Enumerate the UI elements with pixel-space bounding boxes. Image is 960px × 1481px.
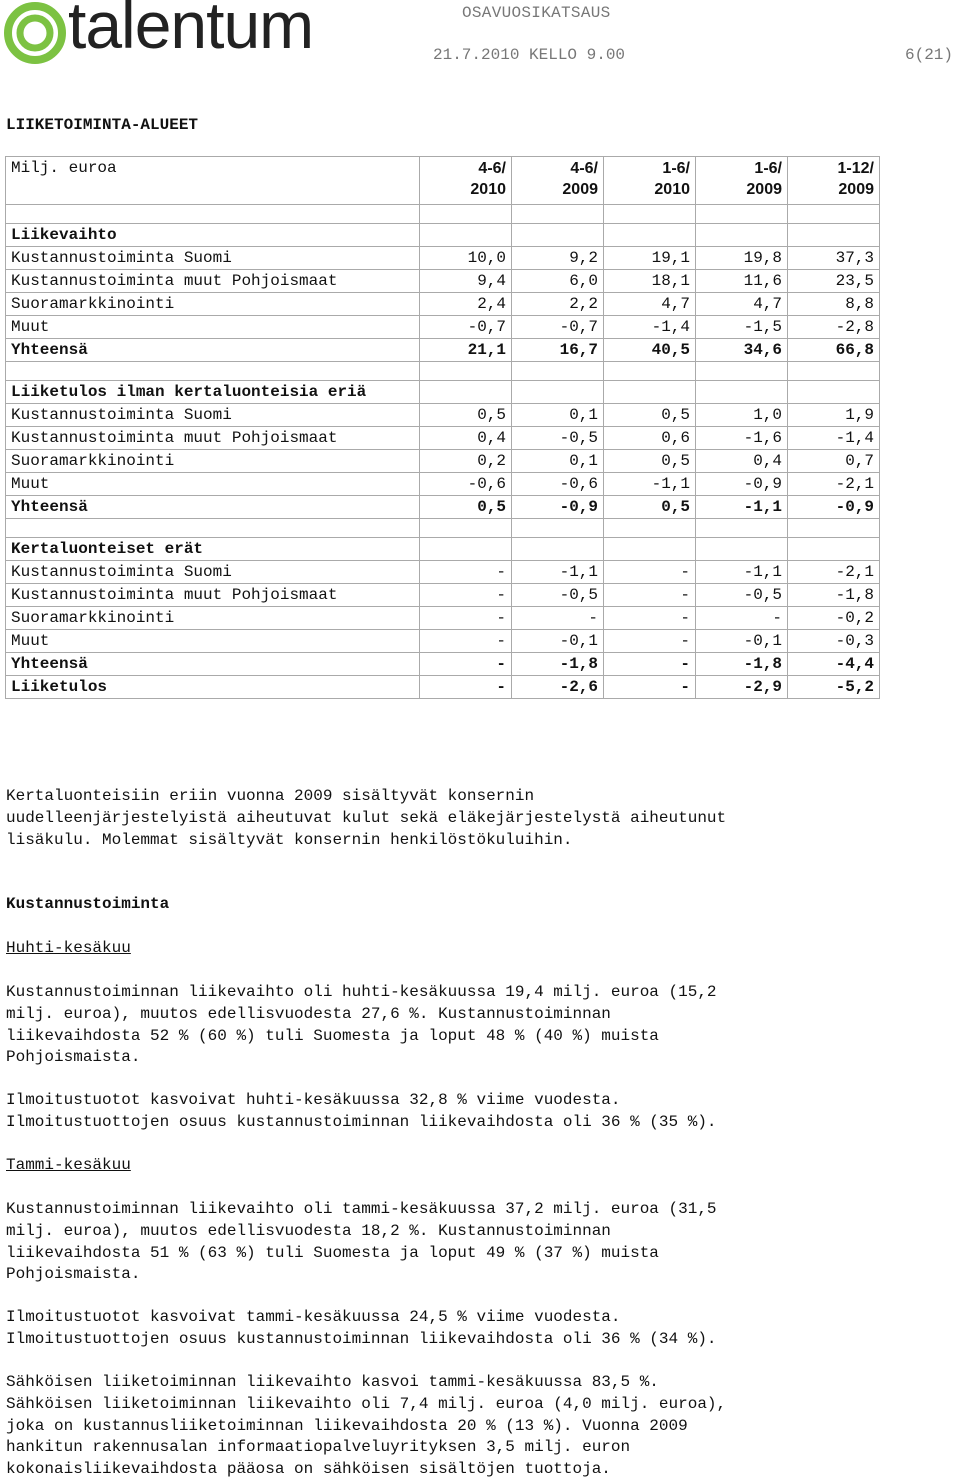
value-cell: 21,1 [420, 339, 512, 362]
value-cell: 4,7 [604, 293, 696, 316]
row-label: Yhteensä [6, 496, 420, 519]
value-cell: 40,5 [604, 339, 696, 362]
logo-ring-icon [4, 2, 66, 64]
value-cell: -2,1 [788, 561, 880, 584]
column-header: 1-6/ 2010 [604, 157, 696, 205]
h1-heading-text: Tammi-kesäkuu [6, 1156, 131, 1174]
value-cell: 2,2 [512, 293, 604, 316]
column-header: 1-12/ 2009 [788, 157, 880, 205]
spacer-cell [420, 362, 512, 381]
value-cell: - [604, 653, 696, 676]
table-row [6, 293, 880, 316]
value-cell: -1,6 [696, 427, 788, 450]
spacer-cell [512, 205, 604, 224]
value-cell: 8,8 [788, 293, 880, 316]
value-cell: - [420, 676, 512, 699]
value-cell: - [420, 630, 512, 653]
value-cell: -0,9 [696, 473, 788, 496]
section-title-cell: Liiketulos ilman kertaluonteisia eriä [6, 381, 420, 404]
spacer-cell [788, 519, 880, 538]
empty-cell [604, 224, 696, 247]
value-cell: - [512, 607, 604, 630]
table-row [6, 653, 880, 676]
row-label: Kustannustoiminta muut Pohjoismaat [6, 584, 420, 607]
value-cell: -1,5 [696, 316, 788, 339]
empty-cell [420, 381, 512, 404]
h1-digital-paragraph: Sähköisen liiketoiminnan liikevaihto kasvoi tammi-kesäkuussa 83,5 %. Sähköisen liiketoiminnan liikevaihto oli 7,4 milj. euroa (4,0 milj. euroa), joka on kustannusliiketoiminnan liikevaihdosta 20 % (13 %). Vuonna 2009 hankitun rakennusalan informaatiopalveluyrityksen 3,5 milj. euron kokonaisliikevaihdosta pääosa on sähköisen sisältöjen tuottoja. [6, 1373, 727, 1479]
q2-heading-text: Huhti-kesäkuu [6, 939, 131, 957]
value-cell: -0,2 [788, 607, 880, 630]
spacer-cell [788, 205, 880, 224]
value-cell: -1,1 [696, 561, 788, 584]
section-title-row [6, 538, 880, 561]
table-row [6, 316, 880, 339]
row-label: Kustannustoiminta muut Pohjoismaat [6, 270, 420, 293]
spacer-cell [604, 205, 696, 224]
value-cell: 66,8 [788, 339, 880, 362]
value-cell: 2,4 [420, 293, 512, 316]
empty-cell [696, 538, 788, 561]
value-cell: -0,1 [512, 630, 604, 653]
segment-table [5, 156, 880, 699]
kustannustoiminta-heading: Kustannustoiminta [6, 895, 170, 913]
value-cell: -1,1 [696, 496, 788, 519]
value-cell: 9,2 [512, 247, 604, 270]
row-label: Yhteensä [6, 339, 420, 362]
value-cell: 0,4 [696, 450, 788, 473]
table-row [6, 496, 880, 519]
value-cell: 0,5 [604, 450, 696, 473]
value-cell: 6,0 [512, 270, 604, 293]
value-cell: 34,6 [696, 339, 788, 362]
spacer-row [6, 362, 880, 381]
value-cell: -0,7 [512, 316, 604, 339]
section-title-cell: Liikevaihto [6, 224, 420, 247]
empty-cell [696, 224, 788, 247]
table-row [6, 270, 880, 293]
spacer-cell [696, 519, 788, 538]
table-row [6, 247, 880, 270]
value-cell: -0,6 [420, 473, 512, 496]
empty-cell [512, 538, 604, 561]
q2-heading [6, 938, 131, 960]
value-cell: 37,3 [788, 247, 880, 270]
table-row [6, 607, 880, 630]
empty-cell [512, 224, 604, 247]
table-row [6, 339, 880, 362]
table-row [6, 630, 880, 653]
section-title-cell: Kertaluonteiset erät [6, 538, 420, 561]
row-label: Kustannustoiminta muut Pohjoismaat [6, 427, 420, 450]
h1-heading [6, 1155, 131, 1177]
h1-revenue-paragraph: Kustannustoiminnan liikevaihto oli tammi-kesäkuussa 37,2 milj. euroa (31,5 milj. euroa), muutos edellisvuodesta 18,2 %. Kustannustoiminnan liikevaihdosta 51 % (63 %) tuli Suomesta ja loput 49 % (37 %) muista Pohjoismaista. [6, 1200, 717, 1284]
value-cell: 19,8 [696, 247, 788, 270]
value-cell: -4,4 [788, 653, 880, 676]
value-cell: - [420, 584, 512, 607]
value-cell: -5,2 [788, 676, 880, 699]
value-cell: 0,2 [420, 450, 512, 473]
row-label: Muut [6, 316, 420, 339]
row-label: Suoramarkkinointi [6, 450, 420, 473]
value-cell: -1,8 [788, 584, 880, 607]
row-label: Suoramarkkinointi [6, 293, 420, 316]
table-row [6, 561, 880, 584]
value-cell: -1,4 [788, 427, 880, 450]
value-cell: -1,1 [604, 473, 696, 496]
talentum-logo [4, 2, 354, 62]
value-cell: 0,1 [512, 450, 604, 473]
value-cell: -0,1 [696, 630, 788, 653]
empty-cell [420, 538, 512, 561]
row-label: Kustannustoiminta Suomi [6, 247, 420, 270]
section-title: LIIKETOIMINTA-ALUEET [6, 116, 199, 134]
table-row [6, 450, 880, 473]
value-cell: 0,5 [420, 404, 512, 427]
value-cell: 0,1 [512, 404, 604, 427]
value-cell: 9,4 [420, 270, 512, 293]
section-title-row [6, 224, 880, 247]
row-label: Liiketulos [6, 676, 420, 699]
row-label: Muut [6, 473, 420, 496]
value-cell: 19,1 [604, 247, 696, 270]
spacer-row [6, 205, 880, 224]
empty-cell [604, 538, 696, 561]
value-cell: 4,7 [696, 293, 788, 316]
document-date: 21.7.2010 KELLO 9.00 [433, 46, 626, 64]
value-cell: -0,5 [512, 584, 604, 607]
spacer-row [6, 519, 880, 538]
unit-label: Milj. euroa [6, 157, 420, 205]
value-cell: -1,8 [512, 653, 604, 676]
spacer-cell [696, 205, 788, 224]
value-cell: - [420, 653, 512, 676]
spacer-cell [6, 362, 420, 381]
value-cell: - [604, 561, 696, 584]
value-cell: - [604, 676, 696, 699]
value-cell: - [604, 630, 696, 653]
table-row [6, 404, 880, 427]
value-cell: -0,5 [696, 584, 788, 607]
value-cell: 16,7 [512, 339, 604, 362]
one-off-items-note: Kertaluonteisiin eriin vuonna 2009 sisältyvät konsernin uudelleenjärjestelyistä aiheutuvat kulut sekä eläkejärjestelystä aiheutunut lisäkulu. Molemmat sisältyvät konsernin henkilöstökuluihin. [6, 787, 727, 849]
value-cell: 0,5 [604, 496, 696, 519]
table-row [6, 427, 880, 450]
segment-table-body [6, 157, 880, 699]
value-cell: 0,4 [420, 427, 512, 450]
empty-cell [788, 538, 880, 561]
value-cell: 0,5 [420, 496, 512, 519]
column-header: 1-6/ 2009 [696, 157, 788, 205]
spacer-cell [788, 362, 880, 381]
spacer-cell [6, 519, 420, 538]
value-cell: - [696, 607, 788, 630]
value-cell: 11,6 [696, 270, 788, 293]
value-cell: -2,9 [696, 676, 788, 699]
q2-revenue-paragraph: Kustannustoiminnan liikevaihto oli huhti-kesäkuussa 19,4 milj. euroa (15,2 milj. euroa), muutos edellisvuodesta 27,6 %. Kustannustoiminnan liikevaihdosta 52 % (60 %) tuli Suomesta ja loput 48 % (40 %) muista Pohjoismaista. [6, 983, 717, 1067]
value-cell: -0,6 [512, 473, 604, 496]
value-cell: - [420, 607, 512, 630]
spacer-cell [420, 205, 512, 224]
row-label: Kustannustoiminta Suomi [6, 561, 420, 584]
value-cell: 0,6 [604, 427, 696, 450]
value-cell: -0,3 [788, 630, 880, 653]
value-cell: -0,9 [788, 496, 880, 519]
value-cell: 18,1 [604, 270, 696, 293]
value-cell: -0,5 [512, 427, 604, 450]
logo-wordmark: talentum [68, 0, 314, 62]
row-label: Suoramarkkinointi [6, 607, 420, 630]
document-type: OSAVUOSIKATSAUS [462, 4, 611, 22]
table-row [6, 676, 880, 699]
empty-cell [420, 224, 512, 247]
value-cell: 0,7 [788, 450, 880, 473]
empty-cell [788, 381, 880, 404]
value-cell: 0,5 [604, 404, 696, 427]
value-cell: -1,8 [696, 653, 788, 676]
spacer-cell [512, 519, 604, 538]
table-header-row [6, 157, 880, 205]
table-row [6, 584, 880, 607]
row-label: Muut [6, 630, 420, 653]
spacer-cell [696, 362, 788, 381]
value-cell: - [604, 584, 696, 607]
spacer-cell [420, 519, 512, 538]
value-cell: -0,9 [512, 496, 604, 519]
empty-cell [696, 381, 788, 404]
section-title-row [6, 381, 880, 404]
value-cell: -1,4 [604, 316, 696, 339]
table-row [6, 473, 880, 496]
value-cell: -2,8 [788, 316, 880, 339]
h1-advertising-paragraph: Ilmoitustuotot kasvoivat tammi-kesäkuussa 24,5 % viime vuodesta. Ilmoitustuottojen osuus kustannustoiminnan liikevaihdosta oli 36 % (34 %). [6, 1308, 717, 1348]
column-header: 4-6/ 2010 [420, 157, 512, 205]
page-number: 6(21) [905, 46, 954, 64]
q2-advertising-paragraph: Ilmoitustuotot kasvoivat huhti-kesäkuussa 32,8 % viime vuodesta. Ilmoitustuottojen osuus kustannustoiminnan liikevaihdosta oli 36 % (35 %). [6, 1091, 717, 1131]
empty-cell [604, 381, 696, 404]
spacer-cell [604, 519, 696, 538]
value-cell: -1,1 [512, 561, 604, 584]
spacer-cell [6, 205, 420, 224]
value-cell: - [604, 607, 696, 630]
empty-cell [788, 224, 880, 247]
value-cell: -2,6 [512, 676, 604, 699]
column-header: 4-6/ 2009 [512, 157, 604, 205]
value-cell: 1,9 [788, 404, 880, 427]
spacer-cell [512, 362, 604, 381]
row-label: Kustannustoiminta Suomi [6, 404, 420, 427]
value-cell: 23,5 [788, 270, 880, 293]
value-cell: - [420, 561, 512, 584]
value-cell: -2,1 [788, 473, 880, 496]
spacer-cell [604, 362, 696, 381]
value-cell: 1,0 [696, 404, 788, 427]
row-label: Yhteensä [6, 653, 420, 676]
value-cell: 10,0 [420, 247, 512, 270]
value-cell: -0,7 [420, 316, 512, 339]
empty-cell [512, 381, 604, 404]
